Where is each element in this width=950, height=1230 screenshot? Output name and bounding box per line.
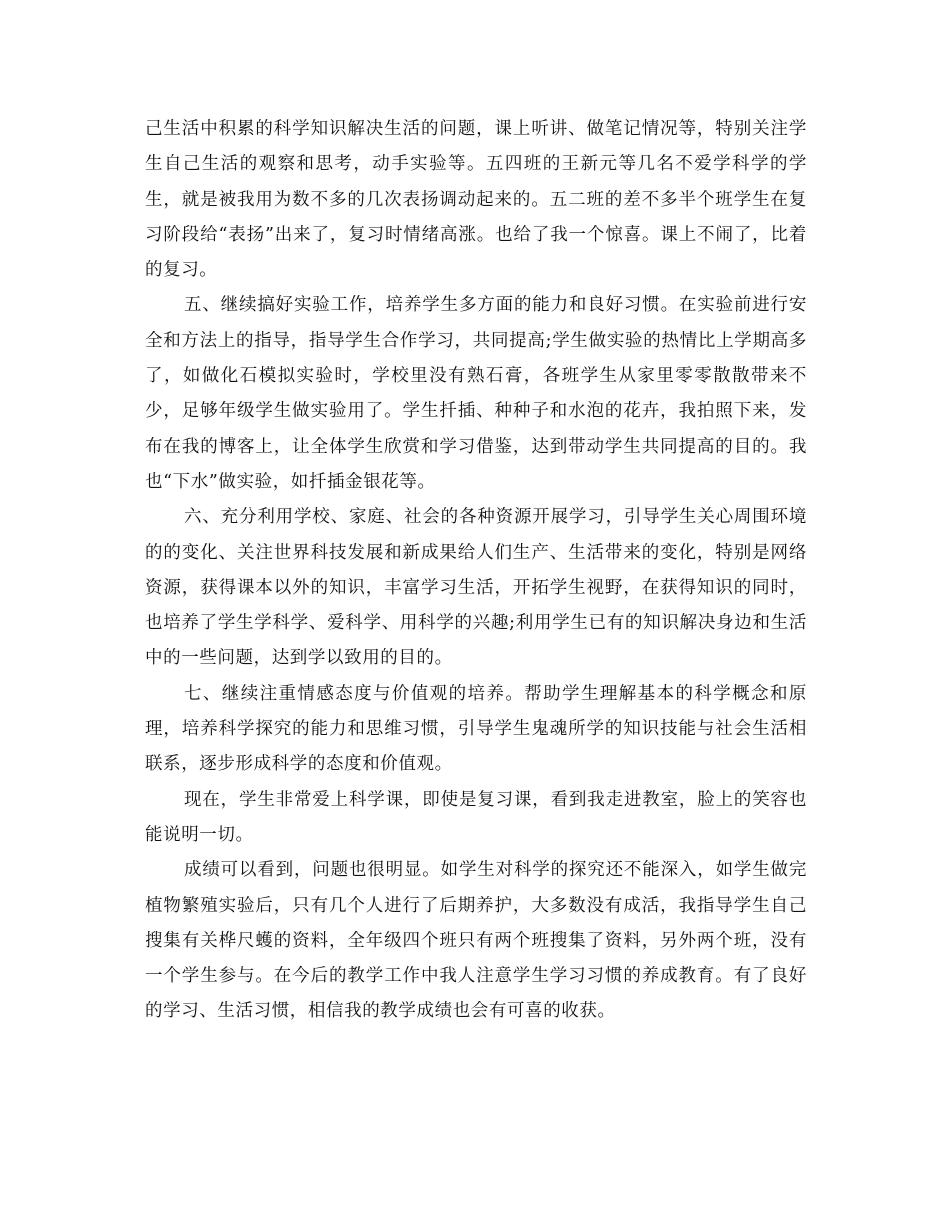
paragraph-resources: 六、充分利用学校、家庭、社会的各种资源开展学习，引导学生关心周围环境的的变化、关注世界科技发展和新成果给人们生产、生活带来的变化，特别是网络资源，获得课本以外的知识，丰富学习生活，开拓学生视野，在获得知识的同时，也培养了学生学科学、爱科学、用科学的兴趣;利用学生已有的知识解决身边和生活中的一些问题，达到学以致用的目的。 xyxy=(145,507,807,669)
document-page xyxy=(145,112,807,1030)
paragraph-problems: 成绩可以看到，问题也很明显。如学生对科学的探究还不能深入，如学生做完植物繁殖实验后，只有几个人进行了后期养护，大多数没有成活，我指导学生自己搜集有关桦尺蠖的资料，全年级四个班只有两个班搜集了资料，另外两个班，没有一个学生参与。在今后的教学工作中我人注意学生学习习惯的养成教育。有了良好的学习、生活习惯，相信我的教学成绩也会有可喜的收获。 xyxy=(145,860,807,1022)
paragraph-experiments: 五、继续搞好实验工作，培养学生多方面的能力和良好习惯。在实验前进行安全和方法上的指导，指导学生合作学习，共同提高;学生做实验的热情比上学期高多了，如做化石模拟实验时，学校里没有熟石膏，各班学生从家里零零散散带来不少，足够年级学生做实验用了。学生扦插、种种子和水泡的花卉，我拍照下来，发布在我的博客上，让全体学生欣赏和学习借鉴，达到带动学生共同提高的目的。我也“下水”做实验，如扦插金银花等。 xyxy=(145,295,807,492)
paragraph-values: 七、继续注重情感态度与价值观的培养。帮助学生理解基本的科学概念和原理，培养科学探究的能力和思维习惯，引导学生鬼魂所学的知识技能与社会生活相联系，逐步形成科学的态度和价值观。 xyxy=(145,683,807,775)
paragraph-continuation: 己生活中积累的科学知识解决生活的问题，课上听讲、做笔记情况等，特别关注学生自己生活的观察和思考，动手实验等。五四班的王新元等几名不爱学科学的学生，就是被我用为数不多的几次表扬调动起来的。五二班的差不多半个班学生在复习阶段给“表扬”出来了，复习时情绪高涨。也给了我一个惊喜。课上不闹了，比着的复习。 xyxy=(145,119,807,281)
paragraph-current-state: 现在，学生非常爱上科学课，即使是复习课，看到我走进教室，脸上的笑容也能说明一切。 xyxy=(145,789,807,845)
